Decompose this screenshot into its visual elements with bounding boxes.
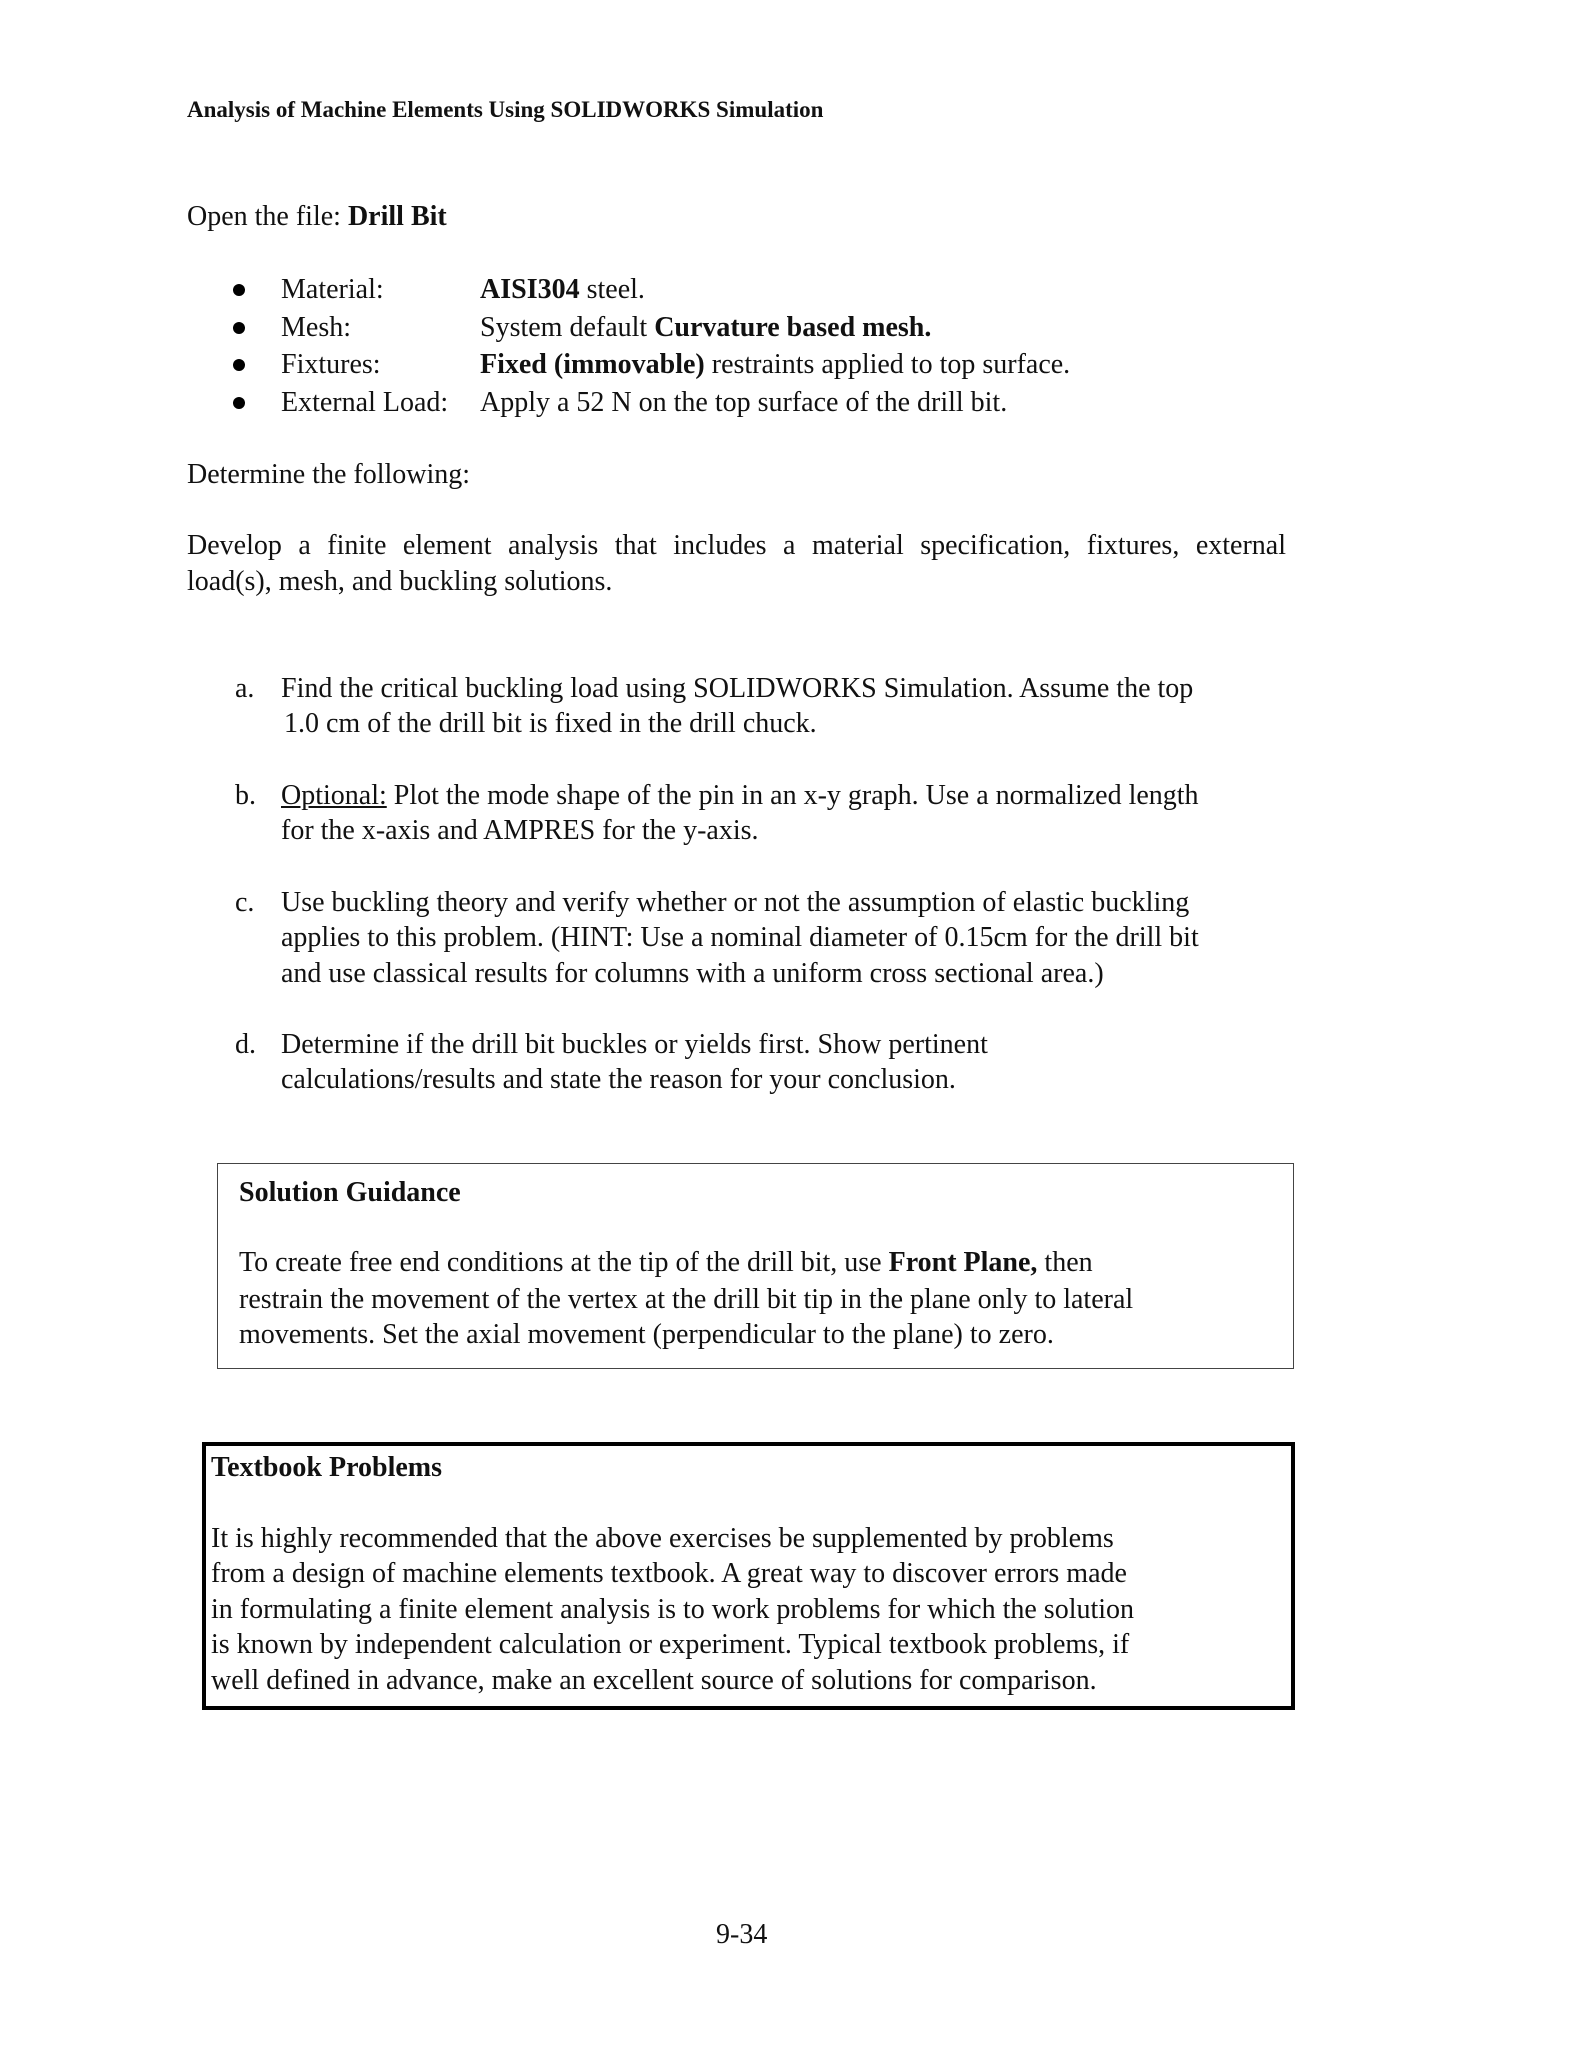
guidance-bold: Front Plane, xyxy=(888,1247,1038,1278)
guidance-text: To create free end conditions at the tip of the drill bit, use xyxy=(239,1247,889,1278)
task-text: Plot the mode shape of the pin in an x-y graph. Use a normalized length xyxy=(386,780,1199,811)
task-letter: b. xyxy=(235,780,256,811)
develop-line: load(s), mesh, and buckling solutions. xyxy=(187,566,613,597)
spec-value: Apply a 52 N on the top surface of the drill bit. xyxy=(480,387,1008,418)
bullet-icon xyxy=(233,397,245,409)
spec-label: Material: xyxy=(281,274,384,305)
spec-bold: AISI304 xyxy=(480,274,580,305)
textbook-line: in formulating a finite element analysis is to work problems for which the solution xyxy=(211,1594,1135,1625)
bullet-icon xyxy=(233,359,245,371)
task-letter: a. xyxy=(235,673,255,704)
textbook-line: is known by independent calculation or experiment. Typical textbook problems, if xyxy=(211,1629,1130,1660)
spec-pre: System default xyxy=(480,312,655,343)
guidance-text: then xyxy=(1037,1247,1093,1278)
task-line: for the x-axis and AMPRES for the y-axis. xyxy=(281,815,759,846)
task-letter: c. xyxy=(235,887,255,918)
spec-rest: steel. xyxy=(579,274,645,305)
task-line: Determine if the drill bit buckles or yields first. Show pertinent xyxy=(281,1029,988,1060)
task-letter: d. xyxy=(235,1029,256,1060)
task-line xyxy=(281,779,1199,813)
guidance-line: restrain the movement of the vertex at the drill bit tip in the plane only to lateral xyxy=(239,1284,1134,1315)
spec-bold: Fixed (immovable) xyxy=(480,349,705,380)
task-line: 1.0 cm of the drill bit is fixed in the drill chuck. xyxy=(284,708,817,739)
determine-heading: Determine the following: xyxy=(187,459,471,490)
spec-label: External Load: xyxy=(281,387,449,418)
open-file-prefix: Open the file: xyxy=(187,201,348,232)
task-line: calculations/results and state the reason for your conclusion. xyxy=(281,1064,956,1095)
task-line: Find the critical buckling load using SOLIDWORKS Simulation. Assume the top xyxy=(281,673,1194,704)
bullet-icon xyxy=(233,284,245,296)
spec-rest: restraints applied to top surface. xyxy=(704,349,1071,380)
bullet-icon xyxy=(233,322,245,334)
spec-value xyxy=(480,348,1070,382)
guidance-line: movements. Set the axial movement (perpendicular to the plane) to zero. xyxy=(239,1319,1054,1350)
task-line: applies to this problem. (HINT: Use a nominal diameter of 0.15cm for the drill bit xyxy=(281,922,1199,953)
textbook-line: well defined in advance, make an excellent source of solutions for comparison. xyxy=(211,1665,1097,1696)
spec-bold: Curvature based mesh. xyxy=(654,312,932,343)
spec-value xyxy=(480,311,931,345)
textbook-line: It is highly recommended that the above exercises be supplemented by problems xyxy=(211,1523,1114,1554)
spec-label: Mesh: xyxy=(281,312,351,343)
running-header: Analysis of Machine Elements Using SOLIDWORKS Simulation xyxy=(187,97,824,122)
textbook-title: Textbook Problems xyxy=(211,1452,443,1483)
spec-label: Fixtures: xyxy=(281,349,381,380)
page-number: 9-34 xyxy=(716,1919,768,1950)
guidance-line xyxy=(239,1246,1093,1280)
textbook-line: from a design of machine elements textbook. A great way to discover errors made xyxy=(211,1558,1127,1589)
optional-label: Optional: xyxy=(281,780,387,811)
open-file-line xyxy=(187,200,447,234)
develop-line: Develop a finite element analysis that includes a material specification, fixtures, external xyxy=(187,530,1286,561)
task-line: and use classical results for columns with a uniform cross sectional area.) xyxy=(281,958,1104,989)
file-name: Drill Bit xyxy=(347,201,447,232)
guidance-title: Solution Guidance xyxy=(239,1177,461,1208)
task-line: Use buckling theory and verify whether or not the assumption of elastic buckling xyxy=(281,887,1190,918)
spec-value xyxy=(480,273,645,307)
